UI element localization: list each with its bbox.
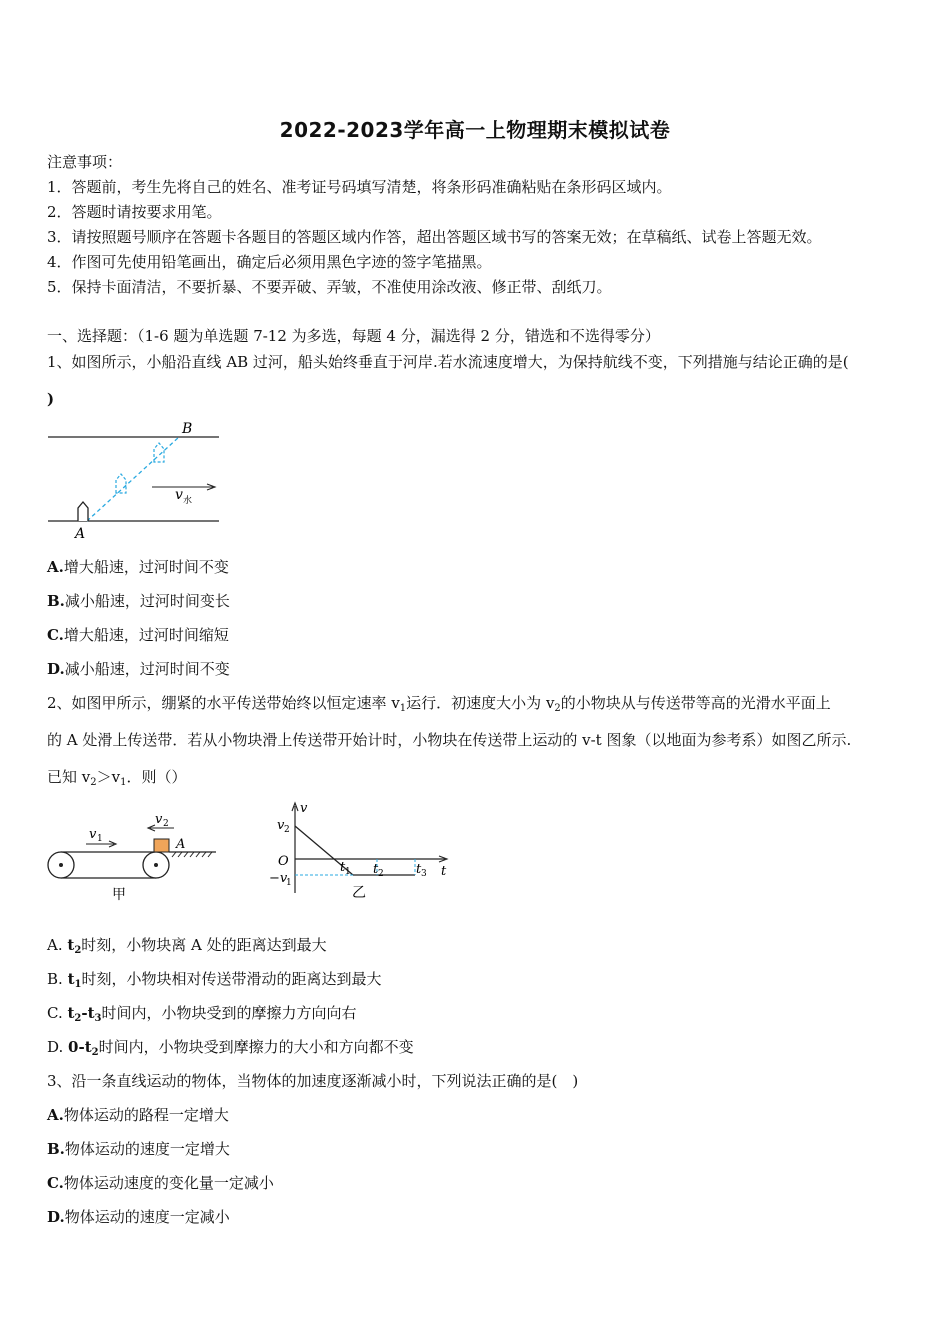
option-text: 物体运动速度的变化量一定减小 bbox=[63, 1174, 274, 1192]
q2-conveyor-figure bbox=[44, 808, 224, 908]
subscript: 2 bbox=[74, 945, 82, 956]
option-text: 时间内，小物块受到的摩擦力方向向右 bbox=[101, 1004, 357, 1022]
option-key: A. bbox=[47, 936, 68, 954]
block bbox=[154, 839, 169, 852]
subscript: 3 bbox=[94, 1013, 102, 1024]
text: ＞v bbox=[96, 768, 121, 786]
notice-item-5: 5．保持卡面清洁，不要折暴、不要弄破、弄皱，不准使用涂改液、修正带、刮纸刀。 bbox=[47, 278, 612, 296]
option-key: A. bbox=[47, 1106, 64, 1124]
subscript: 1 bbox=[120, 777, 127, 788]
label-t3: t bbox=[416, 862, 422, 877]
pulley-right-axle bbox=[154, 863, 158, 867]
option-key: D. bbox=[47, 660, 65, 678]
q2-vt-graph bbox=[265, 797, 455, 907]
boat-icon-a bbox=[78, 502, 88, 521]
q2-stem-line-1 bbox=[47, 693, 831, 719]
option-key: B. bbox=[47, 970, 68, 988]
option-key: C. bbox=[47, 626, 64, 644]
section-heading: 一、选择题：（1-6 题为单选题 7-12 为多选，每题 4 分，漏选得 2 分，错选和不选得零分） bbox=[47, 327, 660, 345]
subscript: 2 bbox=[74, 1013, 82, 1024]
path-AB bbox=[87, 437, 179, 521]
label-v2: v bbox=[155, 812, 163, 827]
label-v1: v bbox=[89, 827, 97, 842]
text: 0-t bbox=[68, 1038, 92, 1056]
q2-option-b bbox=[47, 969, 381, 995]
label-v2-sub: 2 bbox=[163, 819, 169, 829]
label-A: A bbox=[176, 837, 186, 852]
notice-item-4: 4．作图可先使用铅笔画出，确定后必须用黑色字迹的签字笔描黑。 bbox=[47, 253, 492, 271]
option-text: 减小船速，过河时间变长 bbox=[64, 592, 230, 610]
text: 运行．初速度大小为 v bbox=[406, 694, 555, 712]
text: ．则（） bbox=[126, 768, 187, 786]
caption-yi: 乙 bbox=[352, 885, 366, 901]
option-key: C. bbox=[47, 1004, 68, 1022]
label-v2: v bbox=[277, 818, 285, 833]
subscript: 2 bbox=[91, 1047, 99, 1058]
q3-option-c bbox=[47, 1173, 274, 1193]
text: t bbox=[67, 970, 75, 988]
ground-hatching bbox=[172, 852, 212, 857]
label-t1-sub: 1 bbox=[345, 867, 351, 877]
caption-jia: 甲 bbox=[112, 887, 126, 903]
q2-stem-line-2: 的 A 处滑上传送带．若从小物块滑上传送带开始计时，小物块在传送带上运动的 v-t 图象（以地面为参考系）如图乙所示. bbox=[47, 731, 852, 749]
q2-option-a bbox=[47, 935, 327, 961]
option-key: C. bbox=[47, 1174, 64, 1192]
text: -t bbox=[81, 1004, 95, 1022]
option-key: A. bbox=[47, 558, 64, 576]
subscript: 2 bbox=[90, 777, 97, 788]
q1-river-figure bbox=[45, 418, 225, 543]
pulley-left-axle bbox=[59, 863, 63, 867]
q3-option-a bbox=[47, 1105, 229, 1125]
label-t-axis: t bbox=[441, 864, 447, 879]
subscript: 1 bbox=[399, 703, 407, 714]
option-text: 减小船速，过河时间不变 bbox=[64, 660, 230, 678]
label-t2: t bbox=[373, 862, 379, 877]
label-neg-v1: −v bbox=[269, 871, 288, 886]
q3-option-d bbox=[47, 1207, 230, 1227]
page-title: 2022-2023学年高一上物理期末模拟试卷 bbox=[279, 118, 671, 142]
label-v-axis: v bbox=[300, 801, 308, 816]
option-key: B. bbox=[47, 592, 65, 610]
label-origin: O bbox=[278, 854, 289, 869]
label-v-sub: 水 bbox=[183, 496, 193, 506]
text: 的小物块从与传送带等高的光滑水平面上 bbox=[560, 694, 831, 712]
option-text: 增大船速，过河时间缩短 bbox=[63, 626, 229, 644]
label-t3-sub: 3 bbox=[421, 869, 427, 879]
text: t bbox=[67, 936, 75, 954]
q3-option-b bbox=[47, 1139, 230, 1159]
q1-option-b bbox=[47, 591, 230, 611]
label-v2-sub: 2 bbox=[284, 825, 290, 835]
option-text: 物体运动的速度一定增大 bbox=[64, 1140, 230, 1158]
subscript: 2 bbox=[554, 703, 561, 714]
notice-item-3: 3．请按照题号顺序在答题卡各题目的答题区域内作答，超出答题区域书写的答案无效；在草稿纸、试卷上答题无效。 bbox=[47, 228, 822, 246]
q3-stem: 3、沿一条直线运动的物体，当物体的加速度逐渐减小时，下列说法正确的是( ) bbox=[47, 1072, 579, 1090]
option-text: 增大船速，过河时间不变 bbox=[63, 558, 229, 576]
label-neg-v1-sub: 1 bbox=[286, 878, 292, 888]
label-A: A bbox=[75, 526, 86, 542]
option-key: D. bbox=[47, 1208, 65, 1226]
text: 已知 v bbox=[47, 768, 91, 786]
label-t1: t bbox=[340, 860, 346, 875]
label-v1-sub: 1 bbox=[97, 834, 103, 844]
option-text: 时间内，小物块受到摩擦力的大小和方向都不变 bbox=[98, 1038, 414, 1056]
notice-item-2: 2．答题时请按要求用笔。 bbox=[47, 203, 222, 221]
option-text: 时刻，小物块相对传送带滑动的距离达到最大 bbox=[81, 970, 382, 988]
q1-option-d bbox=[47, 659, 230, 679]
option-text: 物体运动的速度一定减小 bbox=[64, 1208, 230, 1226]
notice-heading: 注意事项： bbox=[47, 153, 123, 171]
q1-stem: 1、如图所示，小船沿直线 AB 过河，船头始终垂直于河岸.若水流速度增大，为保持航线不变，下列措施与结论正确的是( bbox=[47, 353, 849, 371]
option-text: 时刻，小物块离 A 处的距离达到最大 bbox=[81, 936, 327, 954]
q1-stem-close: ) bbox=[47, 390, 55, 408]
q2-stem-line-3 bbox=[47, 767, 187, 793]
option-text: 物体运动的路程一定增大 bbox=[63, 1106, 229, 1124]
option-key: D. bbox=[47, 1038, 69, 1056]
text: t bbox=[67, 1004, 75, 1022]
text: 2、如图甲所示，绷紧的水平传送带始终以恒定速率 v bbox=[47, 694, 400, 712]
q2-option-d bbox=[47, 1037, 414, 1063]
q2-option-c bbox=[47, 1003, 357, 1029]
q1-option-a bbox=[47, 557, 229, 577]
option-key: B. bbox=[47, 1140, 65, 1158]
label-v: v bbox=[175, 487, 183, 503]
label-B: B bbox=[182, 421, 193, 437]
subscript: 1 bbox=[74, 979, 82, 990]
q1-option-c bbox=[47, 625, 229, 645]
notice-item-1: 1．答题前，考生先将自己的姓名、准考证号码填写清楚，将条形码准确粘贴在条形码区域内。 bbox=[47, 178, 672, 196]
label-t2-sub: 2 bbox=[378, 869, 384, 879]
